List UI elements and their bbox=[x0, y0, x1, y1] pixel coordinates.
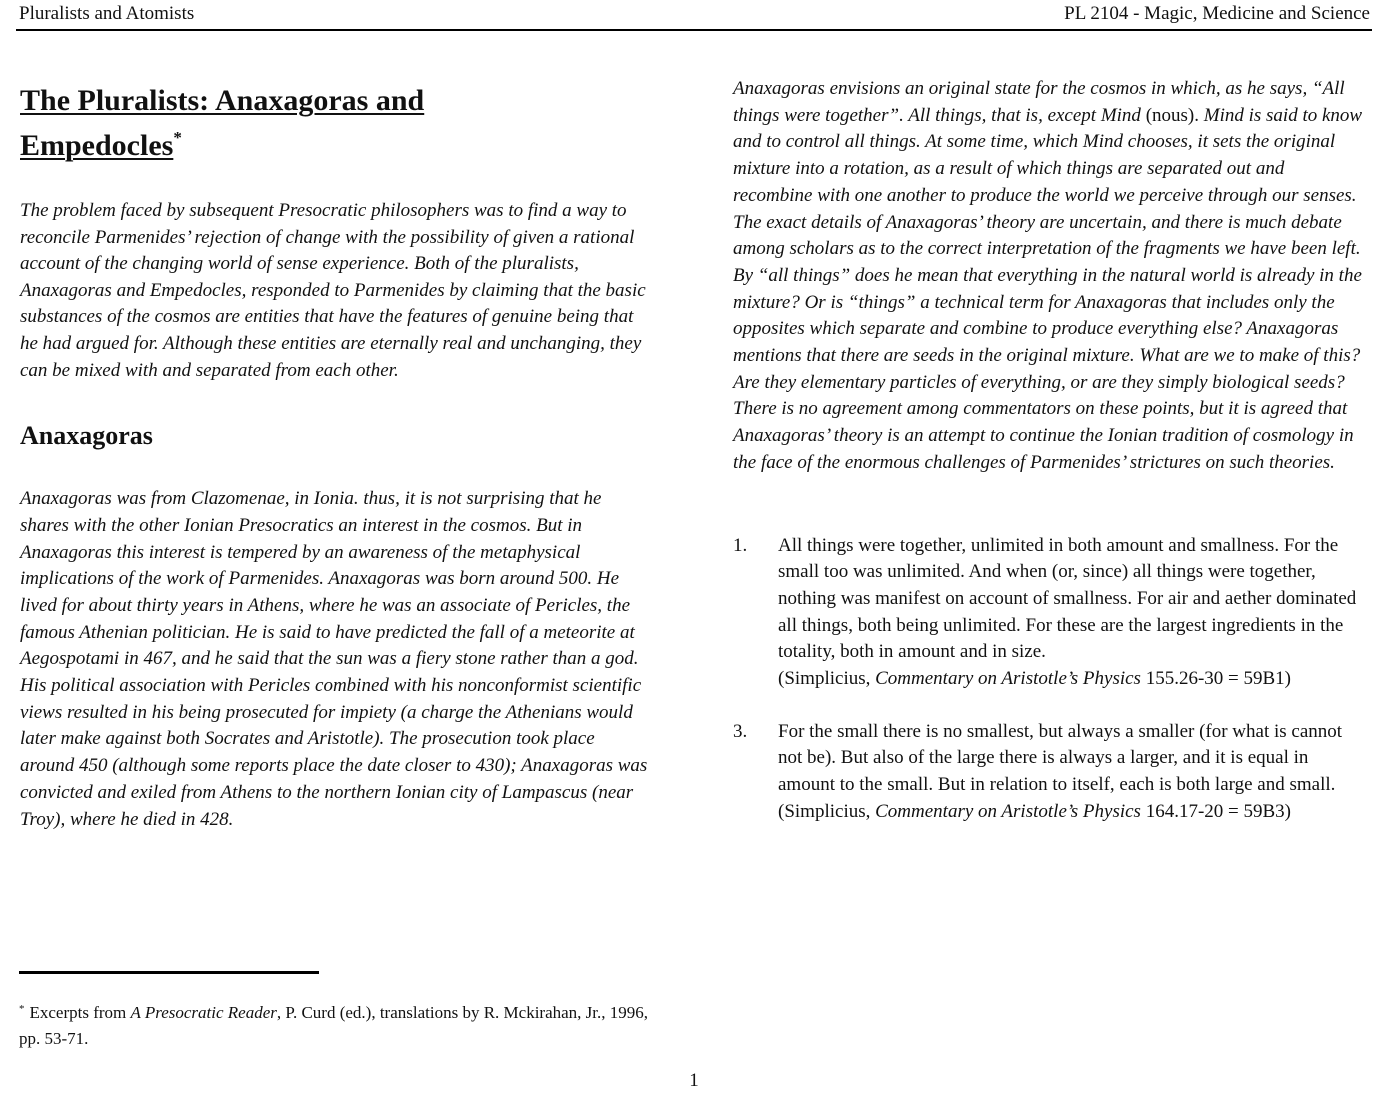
source-suffix: 155.26-30 = 59B1) bbox=[1140, 668, 1291, 690]
discussion-nous: (nous). bbox=[1145, 104, 1199, 126]
fragment-source bbox=[778, 799, 1358, 826]
fragment-item bbox=[733, 533, 1358, 693]
discussion-part-1: Anaxagoras envisions an original state for the cosmos in which, as he says, “All things were together”. All things, that is, except Mind bbox=[733, 78, 1345, 126]
footnote-prefix: Excerpts from bbox=[29, 1003, 131, 1022]
fragment-item bbox=[733, 719, 1358, 826]
title-footnote-marker[interactable]: * bbox=[173, 128, 182, 147]
source-prefix: (Simplicius, bbox=[778, 800, 876, 822]
footnote-suffix: , P. Curd (ed.), translations by R. Mckirahan, Jr., 1996, pp. 53-71. bbox=[19, 1003, 649, 1048]
source-prefix: (Simplicius, bbox=[778, 668, 876, 690]
page-title bbox=[20, 78, 660, 168]
fragment-text: For the small there is no smallest, but always a smaller (for what is cannot not be). But also of the large there is always a larger, and it is equal in amount to the small. But in relation to itself, each is both large and small. bbox=[778, 720, 1343, 796]
source-suffix: 164.17-20 = 59B3) bbox=[1140, 800, 1291, 822]
discussion-paragraph bbox=[733, 76, 1363, 477]
left-column bbox=[20, 78, 660, 833]
footnote-work-title: A Presocratic Reader bbox=[130, 1003, 277, 1022]
right-column bbox=[733, 76, 1373, 852]
header-left-title: Pluralists and Atomists bbox=[19, 3, 195, 24]
fragment-text: All things were together, unlimited in both amount and smallness. For the small too was unlimited. And when (or, since) all things were together, nothing was manifest on account of smallness. For air and aether dominated all things, both being unlimited. For these are the largest ingredients in the totality, both in amount and in size. bbox=[778, 534, 1357, 663]
title-line-1: The Pluralists: Anaxagoras and bbox=[20, 84, 425, 117]
fragment-list bbox=[733, 533, 1373, 826]
title-line-2: Empedocles bbox=[20, 129, 174, 162]
fragment-number: 3. bbox=[733, 720, 748, 742]
running-header bbox=[16, 0, 1372, 31]
footnote-divider bbox=[19, 971, 319, 974]
source-work-title: Commentary on Aristotle’s Physics bbox=[875, 800, 1141, 822]
footnote-marker: * bbox=[19, 1003, 25, 1015]
anaxagoras-bio-paragraph: Anaxagoras was from Clazomenae, in Ionia. thus, it is not surprising that he shares with the other Ionian Presocratics an interest in the cosmos. But in Anaxagoras this interest is tempered by an awareness of the metaphysical implications of the work of Parmenides. Anaxagoras was born around 500. He lived for about thirty years in Athens, where he was an associate of Pericles, the famous Athenian politician. He is said to have predicted the fall of a meteorite at Aegospotami in 467, and he said that the sun was a fiery stone rather than a god. His political association with Pericles combined with his nonconformist scientific views resulted in his being prosecuted for impiety (a charge the Athenians would later make against both Socrates and Aristotle). The prosecution took place around 450 (although some reports place the date closer to 430); Anaxagoras was convicted and exiled from Athens to the northern Ionian city of Lampascus (near Troy), where he died in 428. bbox=[20, 488, 648, 830]
fragment-source bbox=[778, 666, 1358, 693]
page-number: 1 bbox=[689, 1070, 699, 1091]
discussion-part-2: Mind is said to know and to control all things. At some time, which Mind chooses, it sets the original mixture into a rotation, as a result of which things are separated out and recombine with one another to produce the world we perceive through our senses. The exact details of Anaxagoras’ theory are uncertain, and there is much debate among scholars as to the correct interpretation of the fragments we have been left. By “all things” does he mean that everything in the natural world is already in the mixture? Or is “things” a technical term for Anaxagoras that includes only the opposites which separate and combine to produce everything else? Anaxagoras mentions that there are seeds in the original mixture. What are we to make of this? Are they elementary particles of everything, or are they simply biological seeds? There is no agreement among commentators on these points, but it is agreed that Anaxagoras’ theory is an attempt to continue the Ionian tradition of cosmology in the face of the enormous challenges of Parmenides’ strictures on such theories. bbox=[733, 104, 1363, 473]
header-right-course: PL 2104 - Magic, Medicine and Science bbox=[1064, 3, 1370, 24]
fragment-number: 1. bbox=[733, 534, 748, 556]
source-work-title: Commentary on Aristotle’s Physics bbox=[875, 668, 1141, 690]
section-heading-anaxagoras: Anaxagoras bbox=[20, 421, 153, 451]
intro-paragraph: The problem faced by subsequent Presocratic philosophers was to find a way to reconcile Parmenides’ rejection of change with the possibility of given a rational account of the changing world of sense experience. Both of the pluralists, Anaxagoras and Empedocles, responded to Parmenides by claiming that the basic substances of the cosmos are entities that have the features of genuine being that he had argued for. Although these entities are eternally real and unchanging, they can be mixed with and separated from each other. bbox=[20, 200, 646, 381]
footnote bbox=[19, 1000, 649, 1052]
